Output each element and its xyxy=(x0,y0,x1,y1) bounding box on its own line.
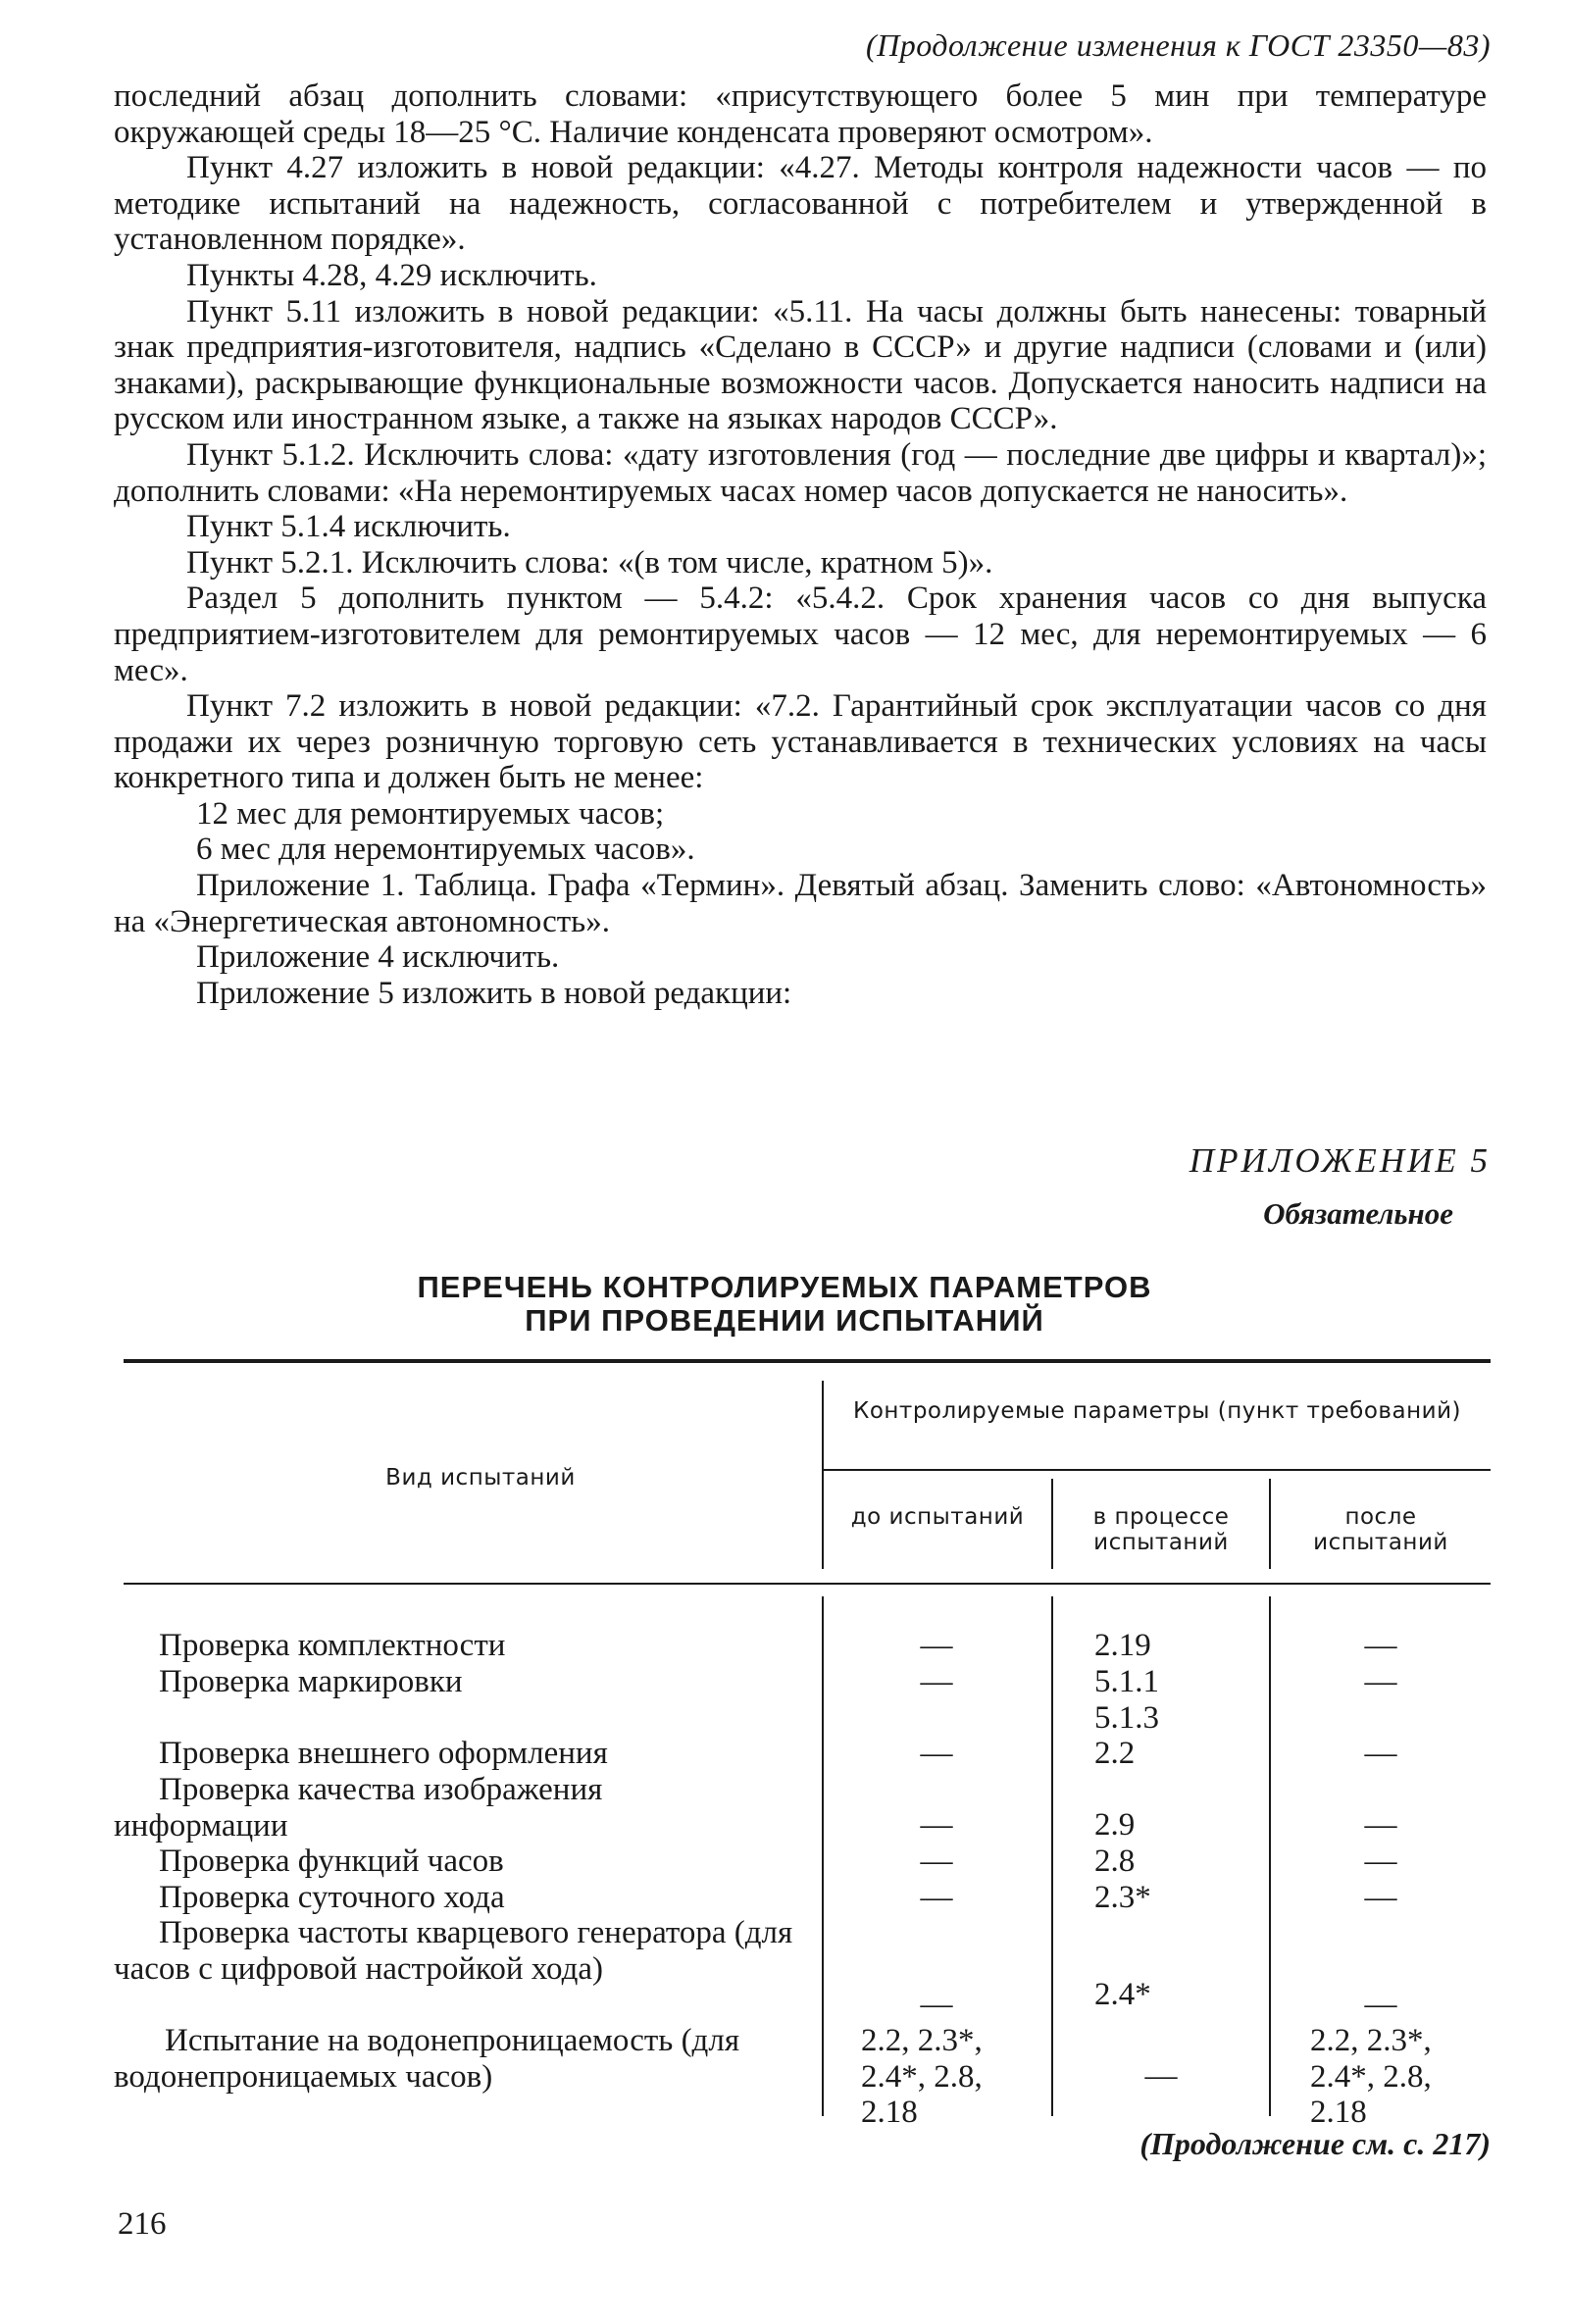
table-cell-during: 2.9 xyxy=(1094,1807,1136,1843)
table-cell-before: — xyxy=(920,1664,953,1699)
table-cell-during: 2.3* xyxy=(1094,1880,1151,1915)
table-cell-during: 2.19 xyxy=(1094,1628,1151,1663)
table-subheader-rule xyxy=(822,1469,1491,1471)
paragraph: 6 мес для неремонтируемых часов». xyxy=(196,832,695,868)
table-cell-after: — xyxy=(1364,1880,1397,1915)
paragraph: Приложение 5 изложить в новой редакции: xyxy=(196,975,792,1011)
table-row-name: Проверка суточного хода xyxy=(159,1880,505,1915)
paragraph: Пункт 7.2 изложить в новой редакции: «7.2. Гарантийный срок эксплуатации часов со дня продажи их через розничную торговую сеть устанавливается в технических условиях на часы конкретного типа и должен быть не менее: xyxy=(114,688,1487,796)
table-cell-before: — xyxy=(920,1807,953,1843)
table-cell-before: — xyxy=(920,1880,953,1915)
table-cell-during: 2.8 xyxy=(1094,1844,1136,1879)
appendix-status: Обязательное xyxy=(1263,1196,1453,1231)
paragraph: последний абзац дополнить словами: «присутствующего более 5 мин при температуре окружающей среды 18—25 °С. Наличие конденсата проверяют осмотром». xyxy=(114,78,1487,150)
paragraph: Приложение 4 исключить. xyxy=(196,939,560,976)
table-cell-after: — xyxy=(1364,1844,1397,1879)
table-row-name: Проверка маркировки xyxy=(159,1664,463,1699)
table-cell-after: — xyxy=(1364,1807,1397,1843)
paragraph: Пункты 4.28, 4.29 исключить. xyxy=(186,257,597,293)
paragraph: Раздел 5 дополнить пунктом — 5.4.2: «5.4.2. Срок хранения часов со дня выпуска предприятием-изготовителем для ремонтируемых часов — 12 мес, для неремонтируемых — 6 мес». xyxy=(114,581,1487,688)
table-cell-after: — xyxy=(1364,1628,1397,1663)
table-row-name: Проверка функций часов xyxy=(159,1844,504,1879)
page-number: 216 xyxy=(118,2206,167,2242)
paragraph: Пункт 4.27 изложить в новой редакции: «4.27. Методы контроля надежности часов — по методике испытаний на надежность, согласованной с потребителем и утвержденной в установленном порядке». xyxy=(114,150,1487,258)
table-vline xyxy=(822,1381,824,1569)
paragraph: Пункт 5.11 изложить в новой редакции: «5.11. На часы должны быть нанесены: товарный знак предприятия-изготовителя, надпись «Сделано в СССР» и другие надписи (словами и (или) знаками), раскрывающие функциональные возможности часов. Допускается наносить надписи на русском или иностранном языке, а также на языках народов СССР». xyxy=(114,293,1487,437)
table-title-line: ПЕРЕЧЕНЬ КОНТРОЛИРУЕМЫХ ПАРАМЕТРОВ xyxy=(417,1270,1152,1304)
table-row-name: Проверка качества изображения информации xyxy=(114,1772,603,1844)
appendix-label: ПРИЛОЖЕНИЕ 5 xyxy=(1189,1141,1491,1180)
table-cell-during: 2.2 xyxy=(1094,1736,1136,1771)
paragraph: Пункт 5.2.1. Исключить слова: «(в том числе, кратном 5)». xyxy=(186,544,993,581)
table-title xyxy=(294,1271,1275,1338)
paragraph: Приложение 1. Таблица. Графа «Термин». Девятый абзац. Заменить слово: «Автономность» на «Энергетическая автономность». xyxy=(114,868,1487,939)
paragraph: 12 мес для ремонтируемых часов; xyxy=(196,795,665,832)
header-controlled-params: Контролируемые параметры (пункт требований) xyxy=(852,1398,1461,1424)
table-cell-after: — xyxy=(1364,1987,1397,2022)
table-cell-during: — xyxy=(1144,2058,1178,2094)
table-row-name: Проверка частоты кварцевого генератора (для часов с цифровой настройкой хода) xyxy=(114,1915,793,1987)
header-during: в процессе испытаний xyxy=(1092,1504,1230,1555)
table-cell-after: 2.2, 2.3*, 2.4*, 2.8, 2.18 xyxy=(1310,2023,1432,2131)
running-head: (Продолжение изменения к ГОСТ 23350—83) xyxy=(865,27,1491,63)
header-before: до испытаний xyxy=(850,1504,1025,1530)
table-cell-before: 2.2, 2.3*, 2.4*, 2.8, 2.18 xyxy=(861,2023,983,2131)
paragraph: Пункт 5.1.2. Исключить слова: «дату изготовления (год — последние две цифры и квартал)»; дополнить словами: «На неремонтируемых часах номер часов допускается не наносить». xyxy=(114,436,1487,509)
table-cell-after: — xyxy=(1364,1664,1397,1699)
table-cell-before: — xyxy=(920,1987,953,2022)
header-after: после испытаний xyxy=(1313,1504,1448,1555)
table-row-name: Проверка внешнего оформления xyxy=(159,1736,608,1771)
table-cell-before: — xyxy=(920,1628,953,1663)
table-vline xyxy=(1051,1596,1053,2116)
table-cell-after: — xyxy=(1364,1736,1397,1771)
table-vline xyxy=(1269,1479,1271,1569)
table-cell-before: — xyxy=(920,1844,953,1879)
table-vline xyxy=(1051,1479,1053,1569)
table-title-line: ПРИ ПРОВЕДЕНИИ ИСПЫТАНИЙ xyxy=(525,1303,1044,1338)
table-row-name: Испытание на водонепроницаемость (для водонепроницаемых часов) xyxy=(114,2023,739,2095)
amendment-text xyxy=(114,78,1487,1011)
table-top-rule xyxy=(124,1359,1491,1363)
table-row-name: Проверка комплектности xyxy=(159,1628,506,1663)
table-cell-before: — xyxy=(920,1736,953,1771)
continued-note: (Продолжение см. с. 217) xyxy=(1139,2126,1491,2161)
table-cell-during: 5.1.1 5.1.3 xyxy=(1094,1664,1159,1736)
table-header-rule xyxy=(124,1583,1491,1585)
header-test-type: Вид испытаний xyxy=(385,1465,576,1490)
table-cell-during: 2.4* xyxy=(1094,1977,1151,2012)
paragraph: Пункт 5.1.4 исключить. xyxy=(186,509,511,545)
